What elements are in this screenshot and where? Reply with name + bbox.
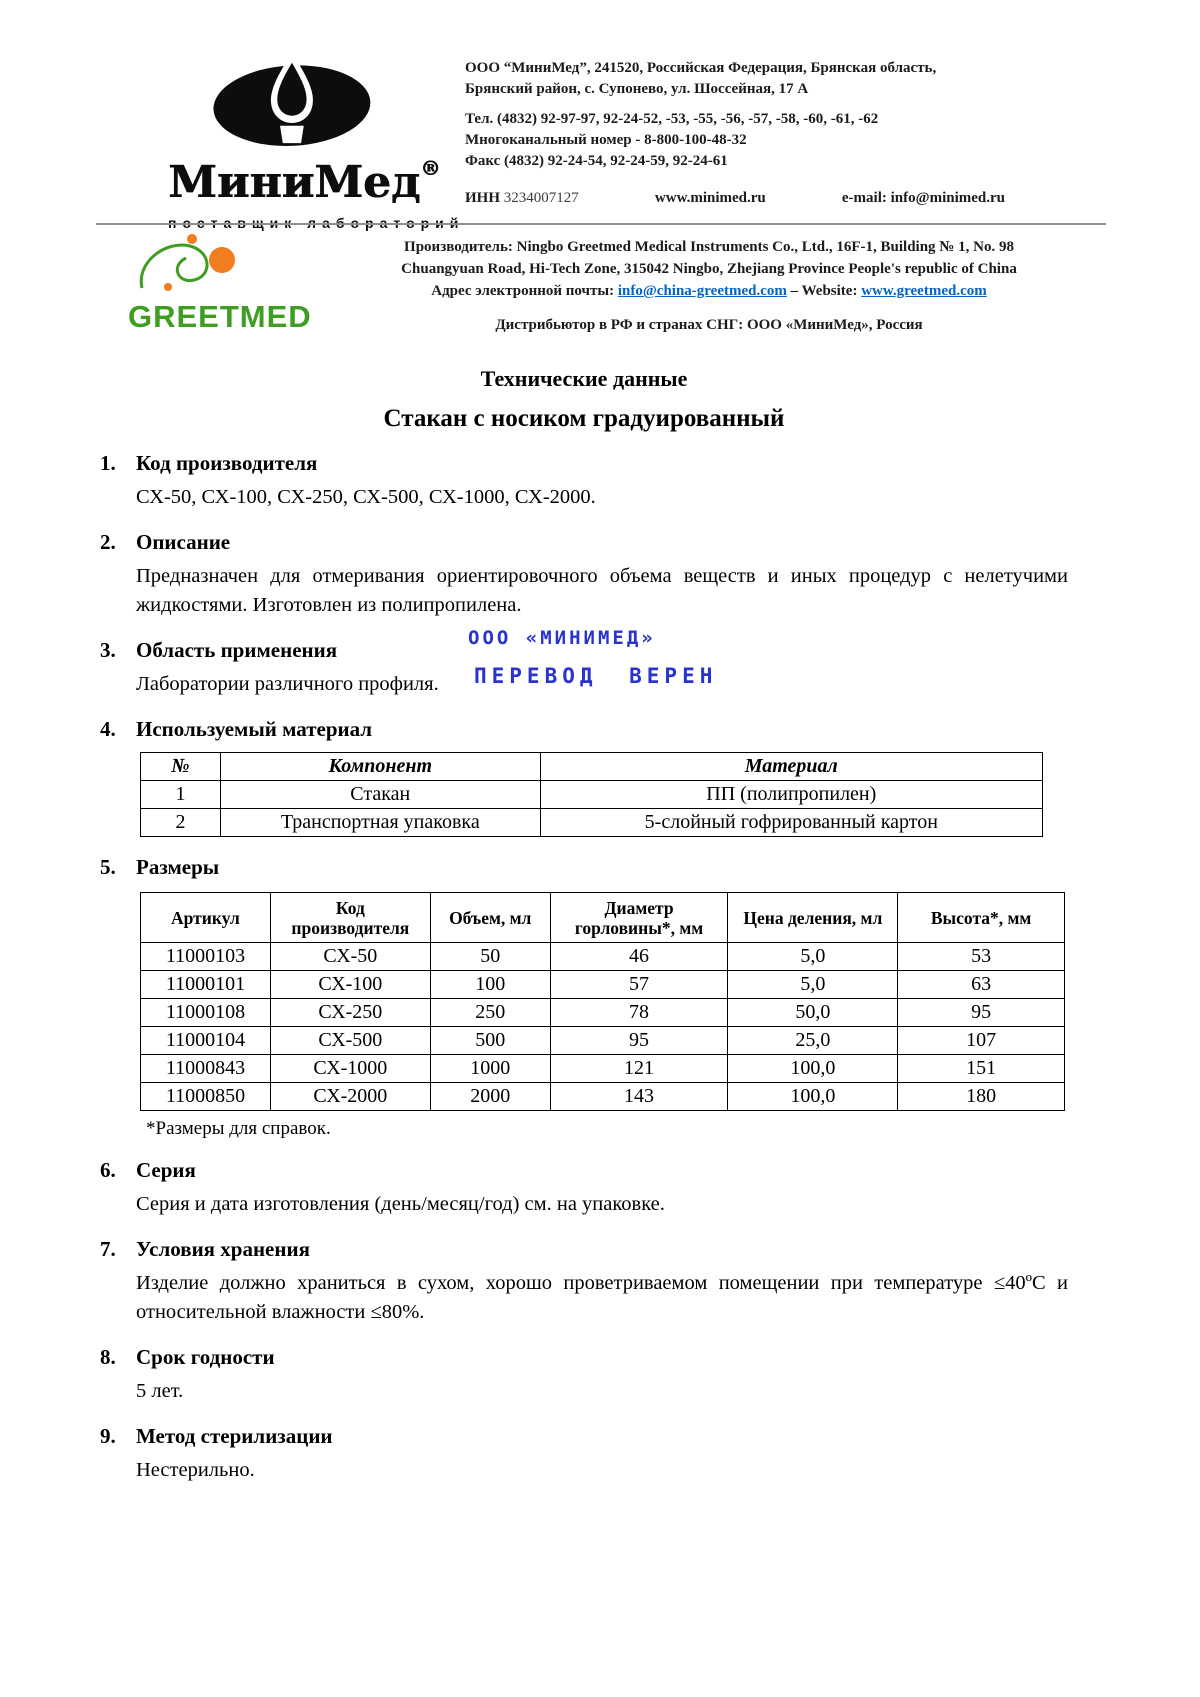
greetmed-website-link[interactable]: www.greetmed.com — [861, 283, 987, 299]
minimed-logo — [168, 52, 465, 231]
section-heading: 9. Метод стерилизации — [100, 1424, 333, 1448]
table-cell: 95 — [550, 1027, 728, 1055]
table-cell: 500 — [430, 1027, 550, 1055]
table-cell: 2 — [141, 809, 221, 837]
section-application-area — [100, 627, 1068, 699]
table-cell: 100,0 — [728, 1055, 898, 1083]
brand-text: МиниМед — [168, 157, 421, 208]
column-header: Артикул — [141, 893, 271, 943]
table-cell: СХ-2000 — [270, 1083, 430, 1111]
section-heading: 3. Область применения — [100, 638, 338, 662]
table-cell: Транспортная упаковка — [220, 809, 540, 837]
section-manufacturer-code — [100, 450, 1068, 512]
section-body: Серия и дата изготовления (день/месяц/год) см. на упаковке. — [136, 1193, 665, 1215]
section-sizes — [100, 854, 1068, 1140]
table-cell: 11000108 — [141, 999, 271, 1027]
section-heading: 8. Срок годности — [100, 1345, 275, 1369]
section-sterilization-method — [100, 1423, 1068, 1485]
address-line-1: ООО “МиниМед”, 241520, Российская Федерация, Брянская область, — [465, 60, 937, 76]
table-cell: 46 — [550, 943, 728, 971]
registered-trademark: ® — [420, 156, 441, 180]
table-cell: 5-слойный гофрированный картон — [540, 809, 1042, 837]
section-material — [100, 716, 1068, 837]
table-cell: 5,0 — [728, 971, 898, 999]
table-cell: ПП (полипропилен) — [540, 781, 1042, 809]
multichannel-line: Многоканальный номер - 8-800-100-48-32 — [465, 132, 747, 148]
table-cell: СХ-1000 — [270, 1055, 430, 1083]
table-cell: 95 — [898, 999, 1065, 1027]
material-table — [140, 752, 1043, 837]
fax-line: Факс (4832) 92-24-54, 92-24-59, 92-24-61 — [465, 153, 728, 169]
table-cell: 107 — [898, 1027, 1065, 1055]
table-cell: 11000103 — [141, 943, 271, 971]
table-cell: СХ-250 — [270, 999, 430, 1027]
size-table — [140, 892, 1065, 1111]
column-header: Компонент — [220, 753, 540, 781]
table-row — [141, 999, 1065, 1027]
stamp-line-2: ПЕРЕВОД ВЕРЕН — [474, 664, 718, 688]
section-body: Лаборатории различного профиля. — [136, 673, 439, 695]
section-heading: 7. Условия хранения — [100, 1237, 310, 1261]
table-cell: 11000843 — [141, 1055, 271, 1083]
manufacturer-links-line — [350, 280, 1068, 302]
table-cell: 11000101 — [141, 971, 271, 999]
manufacturer-line-1: Производитель: Ningbo Greetmed Medical Instruments Co., Ltd., 16F-1, Building № 1, No. 98 — [404, 239, 1014, 255]
column-header: Материал — [540, 753, 1042, 781]
table-cell: 100,0 — [728, 1083, 898, 1111]
brand-wordmark — [168, 146, 441, 208]
table-header-row — [141, 753, 1043, 781]
minimed-website-link[interactable]: www.minimed.ru — [654, 190, 766, 206]
section-body: Предназначен для отмеривания ориентировочного объема веществ и иных процедур с нелетучими жидкостями. Изготовлен из полипропилена. — [136, 565, 1068, 616]
address-line-2: Брянский район, с. Супонево, ул. Шоссейная, 17 А — [465, 81, 809, 97]
table-cell: 11000850 — [141, 1083, 271, 1111]
size-table-footnote: *Размеры для справок. — [146, 1118, 331, 1139]
table-row — [141, 1083, 1065, 1111]
column-header: Высота*, мм — [898, 893, 1065, 943]
table-cell: Стакан — [220, 781, 540, 809]
table-cell: 1 — [141, 781, 221, 809]
table-cell: 250 — [430, 999, 550, 1027]
section-heading: 1. Код производителя — [100, 451, 318, 475]
table-cell: 11000104 — [141, 1027, 271, 1055]
minimed-email-link[interactable]: e-mail: info@minimed.ru — [841, 190, 1005, 206]
table-row — [141, 1055, 1065, 1083]
greetmed-email-link[interactable]: info@china-greetmed.com — [617, 283, 787, 299]
table-cell: 143 — [550, 1083, 728, 1111]
company-contact-block — [465, 58, 936, 172]
section-storage-conditions — [100, 1236, 1068, 1327]
table-cell: 100 — [430, 971, 550, 999]
table-cell: 121 — [550, 1055, 728, 1083]
translation-stamp — [468, 627, 717, 688]
header — [0, 0, 1200, 362]
table-cell: 57 — [550, 971, 728, 999]
phone-line: Тел. (4832) 92-97-97, 92-24-52, -53, -55, -56, -57, -58, -60, -61, -62 — [465, 111, 879, 127]
section-body: Изделие должно храниться в сухом, хорошо проветриваемом помещении при температуре ≤40ºС и относительной влажности ≤80%. — [136, 1272, 1068, 1323]
manufacturer-block — [350, 236, 1068, 336]
candle-flame-icon — [186, 52, 396, 152]
section-series — [100, 1157, 1068, 1219]
stamp-line-1: ООО «МИНИМЕД» — [468, 627, 656, 649]
table-cell: 63 — [898, 971, 1065, 999]
table-cell: 53 — [898, 943, 1065, 971]
greetmed-wordmark: GREETMED — [128, 299, 312, 334]
table-cell: 25,0 — [728, 1027, 898, 1055]
inn-value: ИНН 3234007127 — [465, 190, 579, 206]
greetmed-swirl-icon — [128, 232, 278, 292]
section-body: 5 лет. — [136, 1380, 184, 1402]
table-header-row — [141, 893, 1065, 943]
distributor-line: Дистрибьютор в РФ и странах СНГ: ООО «МиниМед», Россия — [495, 317, 923, 333]
column-header: Код производителя — [270, 893, 430, 943]
table-cell: 50,0 — [728, 999, 898, 1027]
table-cell: 5,0 — [728, 943, 898, 971]
table-row — [141, 781, 1043, 809]
column-header: Объем, мл — [430, 893, 550, 943]
manufacturer-line-2: Chuangyuan Road, Hi-Tech Zone, 315042 Ningbo, Zhejiang Province People's republic of China — [401, 261, 1017, 277]
brand-tagline: поставщик лабораторий — [168, 215, 465, 231]
table-cell: 78 — [550, 999, 728, 1027]
document-title: Технические данные — [480, 366, 688, 391]
table-row — [141, 809, 1043, 837]
section-description — [100, 529, 1068, 620]
product-title: Стакан с носиком градуированный — [383, 405, 785, 432]
column-header: Диаметр горловины*, мм — [550, 893, 728, 943]
table-row — [141, 943, 1065, 971]
manufacturer-email-label: Адрес электронной почты: — [431, 283, 618, 299]
table-cell: 151 — [898, 1055, 1065, 1083]
section-body: СХ-50, СХ-100, СХ-250, СХ-500, СХ-1000, СХ-2000. — [136, 486, 596, 508]
section-shelf-life — [100, 1344, 1068, 1406]
table-row — [141, 971, 1065, 999]
section-heading: 2. Описание — [100, 530, 231, 554]
table-cell: СХ-100 — [270, 971, 430, 999]
table-cell: 50 — [430, 943, 550, 971]
document-body — [100, 366, 1068, 1485]
section-body: Нестерильно. — [136, 1459, 255, 1481]
section-heading: 6. Серия — [100, 1158, 196, 1182]
table-cell: 1000 — [430, 1055, 550, 1083]
section-heading: 4. Используемый материал — [100, 717, 373, 741]
column-header: Цена деления, мл — [728, 893, 898, 943]
greetmed-logo — [128, 232, 338, 335]
table-cell: 2000 — [430, 1083, 550, 1111]
manufacturer-links-separator: – Website: — [786, 283, 862, 299]
table-cell: 180 — [898, 1083, 1065, 1111]
column-header: № — [141, 753, 221, 781]
table-row — [141, 1027, 1065, 1055]
table-cell: СХ-50 — [270, 943, 430, 971]
table-cell: СХ-500 — [270, 1027, 430, 1055]
inn-row — [465, 190, 1005, 207]
section-heading: 5. Размеры — [100, 855, 220, 879]
header-divider — [96, 223, 1106, 225]
